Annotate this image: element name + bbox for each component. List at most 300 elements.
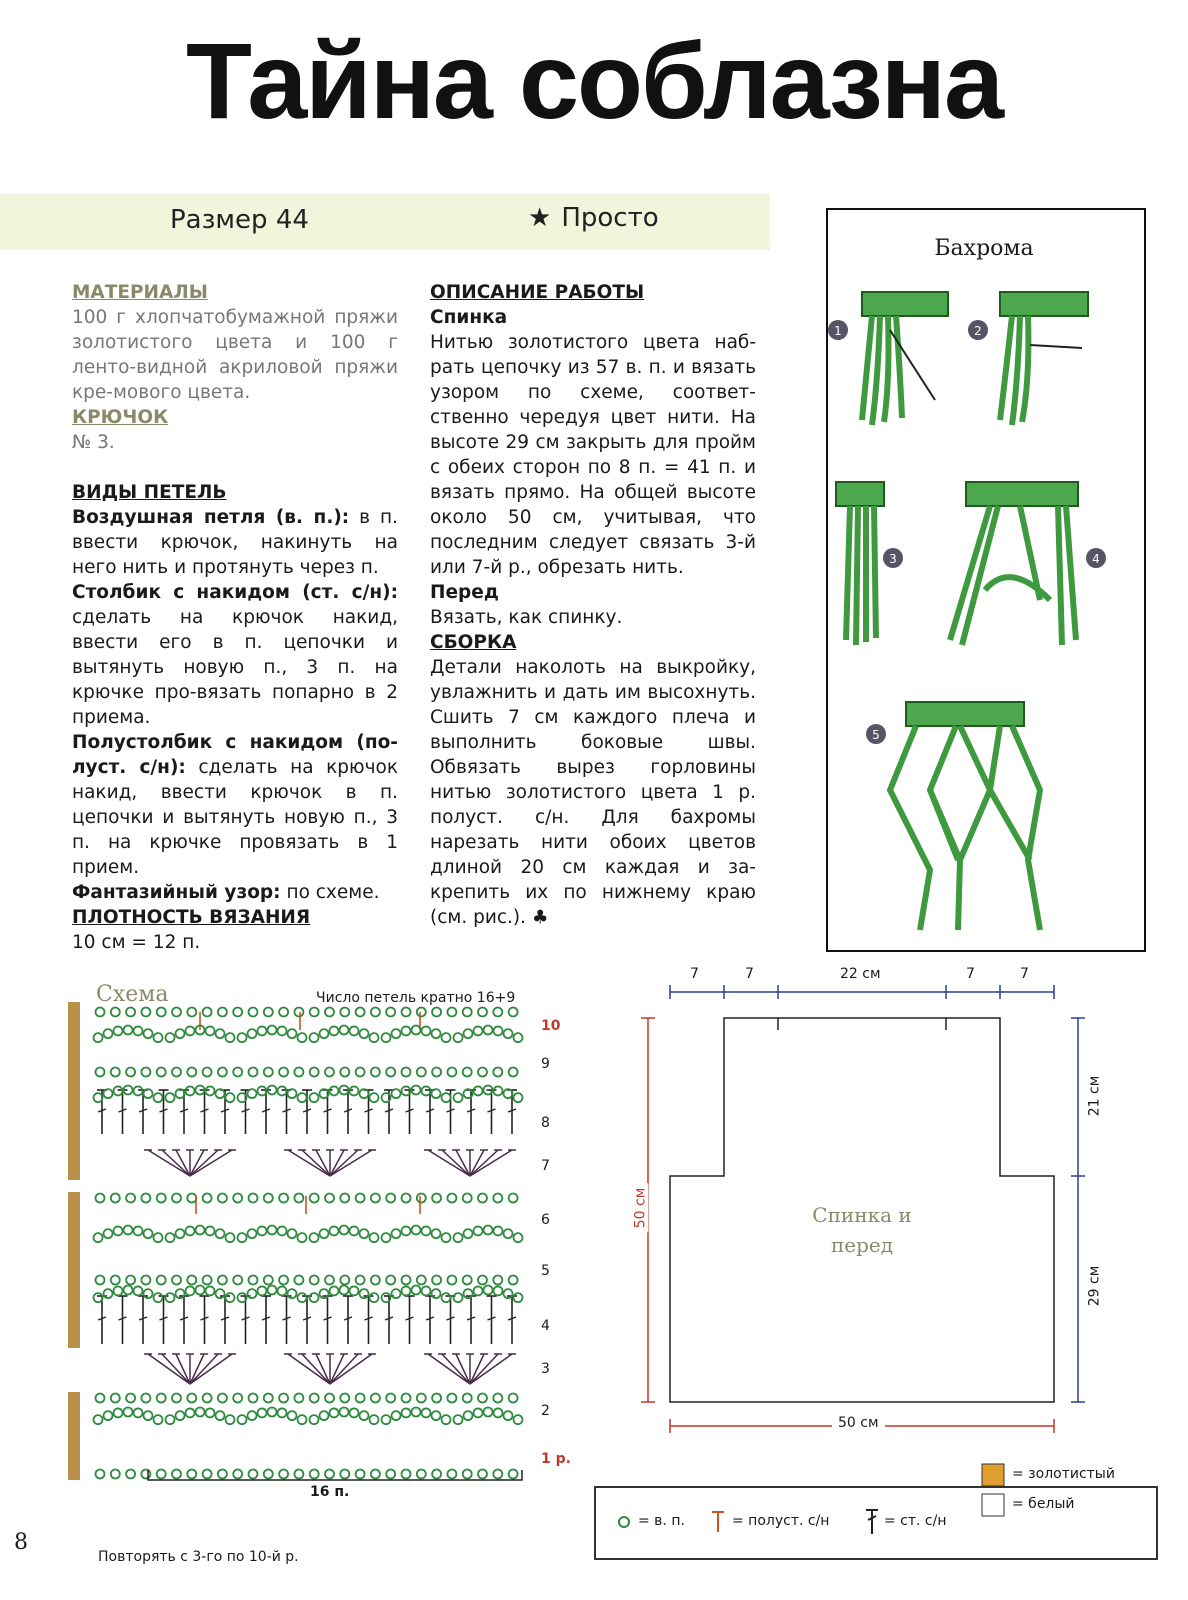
chain-stitch-symbol (176, 1229, 185, 1238)
chain-stitch-symbol (509, 1394, 518, 1403)
chain-stitch-symbol (402, 1470, 411, 1479)
chain-stitch-symbol (493, 1394, 502, 1403)
work-heading: ОПИСАНИЕ РАБОТЫ (430, 282, 645, 303)
chain-stitch-symbol (279, 1068, 288, 1077)
chain-stitch-symbol (187, 1008, 196, 1017)
chain-stitch-symbol (463, 1008, 472, 1017)
chain-stitch-symbol (186, 1026, 195, 1035)
chain-stitch-symbol (96, 1276, 105, 1285)
hook-text: № 3. (72, 432, 115, 453)
chain-stitch-symbol (233, 1068, 242, 1077)
chain-stitch-symbol (371, 1008, 380, 1017)
legend-dc: = ст. с/н (884, 1513, 947, 1529)
row-number-10: 10 (541, 1018, 561, 1034)
gold-color-bar (68, 1392, 80, 1480)
chain-stitch-symbol (186, 1286, 195, 1295)
chain-stitch-symbol (484, 1226, 493, 1235)
chain-stitch-symbol (382, 1033, 391, 1042)
chain-stitch-symbol (248, 1411, 257, 1420)
chain-stitch-symbol (206, 1026, 215, 1035)
chain-stitch-symbol (124, 1226, 133, 1235)
chain-stitch-symbol (447, 1276, 456, 1285)
chain-stitch-symbol (330, 1026, 339, 1035)
chain-stitch-symbol (432, 1089, 441, 1098)
chain-stitch-symbol (172, 1194, 181, 1203)
chain-stitch-symbol (442, 1233, 451, 1242)
chain-stitch-symbol (310, 1470, 319, 1479)
chain-stitch-symbol (196, 1286, 205, 1295)
chain-stitch-symbol (392, 1411, 401, 1420)
chain-stitch-symbol (258, 1408, 267, 1417)
stitch-chain-text: в п. ввести крючок, накинуть на него нить и протянуть через п. (72, 507, 398, 578)
chain-stitch-symbol (474, 1026, 483, 1035)
chain-stitch-symbol (356, 1008, 365, 1017)
chain-stitch-symbol (340, 1408, 349, 1417)
chain-stitch-symbol (196, 1226, 205, 1235)
chain-stitch-symbol (432, 1229, 441, 1238)
chain-stitch-symbol (447, 1470, 456, 1479)
chain-stitch-symbol (509, 1008, 518, 1017)
chain-stitch-symbol (94, 1415, 103, 1424)
chain-stitch-symbol (370, 1293, 379, 1302)
chain-stitch-symbol (432, 1470, 441, 1479)
schema-multiple-note: Число петель кратно 16+9 (316, 990, 516, 1006)
chain-stitch-symbol (330, 1408, 339, 1417)
chain-stitch-symbol (186, 1086, 195, 1095)
legend-white: = белый (1012, 1496, 1075, 1512)
chain-stitch-symbol (340, 1194, 349, 1203)
size-label: Размер 44 (170, 205, 309, 235)
chain-stitch-symbol (226, 1093, 235, 1102)
chain-stitch-symbol (126, 1068, 135, 1077)
chain-stitch-symbol (463, 1276, 472, 1285)
chain-stitch-symbol (264, 1276, 273, 1285)
chain-stitch-symbol (493, 1276, 502, 1285)
chain-stitch-symbol (360, 1029, 369, 1038)
chain-stitch-symbol (157, 1276, 166, 1285)
front-heading: Перед (430, 582, 499, 603)
chain-stitch-symbol (330, 1286, 339, 1295)
chain-stitch-symbol (417, 1394, 426, 1403)
repeat-note: Повторять с 3-го по 10-й р. (98, 1549, 299, 1565)
chain-stitch-symbol (203, 1068, 212, 1077)
chain-stitch-symbol (264, 1008, 273, 1017)
chain-stitch-symbol (330, 1226, 339, 1235)
chain-stitch-symbol (310, 1293, 319, 1302)
chain-stitch-symbol (278, 1408, 287, 1417)
chain-stitch-symbol (238, 1233, 247, 1242)
chain-stitch-symbol (154, 1233, 163, 1242)
gold-swatch-icon (982, 1464, 1004, 1486)
chain-stitch-symbol (104, 1289, 113, 1298)
chain-stitch-symbol (226, 1233, 235, 1242)
chain-stitch-symbol (218, 1068, 227, 1077)
stitch-fancy-text: по схеме. (286, 882, 380, 903)
chain-stitch-symbol (94, 1093, 103, 1102)
chain-stitch-symbol (166, 1415, 175, 1424)
chain-stitch-symbol (494, 1286, 503, 1295)
difficulty-text: Просто (561, 203, 659, 233)
chain-stitch-symbol (386, 1470, 395, 1479)
chain-stitch-symbol (264, 1068, 273, 1077)
chain-stitch-symbol (203, 1394, 212, 1403)
chain-stitch-symbol (356, 1194, 365, 1203)
chain-stitch-symbol (144, 1229, 153, 1238)
stitch-hdc-text: сделать на крючок накид, ввести крючок в п. цепочки и вытянуть новую п., 3 п. на крючке провязать в 1 прием. (72, 757, 398, 878)
chain-stitch-symbol (258, 1286, 267, 1295)
chain-stitch-symbol (494, 1086, 503, 1095)
chain-stitch-symbol (340, 1394, 349, 1403)
chain-stitch-symbol (126, 1008, 135, 1017)
chain-stitch-symbol (141, 1008, 150, 1017)
chain-stitch-symbol (325, 1194, 334, 1203)
chain-stitch-symbol (233, 1194, 242, 1203)
gauge-heading: ПЛОТНОСТЬ ВЯЗАНИЯ (72, 907, 311, 928)
chain-stitch-symbol (320, 1029, 329, 1038)
chain-stitch-symbol (356, 1068, 365, 1077)
chain-stitch-symbol (134, 1286, 143, 1295)
chain-stitch-symbol (454, 1233, 463, 1242)
chain-stitch-symbol (111, 1068, 120, 1077)
chain-stitch-symbol (422, 1226, 431, 1235)
chain-stitch-symbol (126, 1470, 135, 1479)
chain-stitch-symbol (126, 1276, 135, 1285)
chain-stitch-symbol (484, 1286, 493, 1295)
stitch-dc-text: сделать на крючок накид, ввести его в п. цепочки и вытянуть новую п., 3 п. на крючке про-вязать попарно в 2 приема. (72, 607, 398, 728)
legend-hdc: = полуст. с/н (732, 1513, 830, 1529)
chain-stitch-symbol (172, 1394, 181, 1403)
chain-stitch-symbol (172, 1470, 181, 1479)
chain-stitch-symbol (509, 1194, 518, 1203)
chain-stitch-symbol (187, 1068, 196, 1077)
chain-stitch-symbol (493, 1194, 502, 1203)
chain-stitch-symbol (279, 1276, 288, 1285)
chain-stitch-symbol (264, 1394, 273, 1403)
gold-color-bar (68, 1192, 80, 1348)
chain-stitch-symbol (402, 1286, 411, 1295)
chain-stitch-symbol (454, 1093, 463, 1102)
chain-stitch-symbol (412, 1226, 421, 1235)
chain-stitch-symbol (442, 1033, 451, 1042)
row-number-3: 3 (541, 1361, 550, 1377)
chain-stitch-symbol (422, 1086, 431, 1095)
chain-stitch-symbol (196, 1408, 205, 1417)
dim-top-5: 7 (1020, 966, 1029, 982)
chain-stitch-symbol (134, 1086, 143, 1095)
step-5-number: 5 (872, 728, 880, 742)
legend-chain: = в. п. (638, 1513, 685, 1529)
chain-stitch-symbol (226, 1293, 235, 1302)
chain-stitch-symbol (218, 1194, 227, 1203)
materials-heading: МАТЕРИАЛЫ (72, 282, 208, 303)
chain-stitch-symbol (509, 1470, 518, 1479)
chain-stitch-symbol (310, 1008, 319, 1017)
chain-stitch-symbol (493, 1470, 502, 1479)
chain-stitch-symbol (278, 1086, 287, 1095)
chain-stitch-symbol (340, 1276, 349, 1285)
chain-stitch-symbol (134, 1026, 143, 1035)
chain-stitch-symbol (288, 1229, 297, 1238)
chain-stitch-symbol (392, 1029, 401, 1038)
chain-stitch-symbol (226, 1033, 235, 1042)
chain-stitch-symbol (417, 1470, 426, 1479)
chain-stitch-symbol (249, 1008, 258, 1017)
chain-stitch-symbol (356, 1394, 365, 1403)
chain-stitch-symbol (172, 1008, 181, 1017)
stitch-hdc-term: Полустолбик с накидом (по-луст. с/н): (72, 732, 398, 778)
chain-stitch-symbol (310, 1394, 319, 1403)
chain-stitch-symbol (371, 1068, 380, 1077)
dim-width-bottom: 50 см (832, 1415, 885, 1431)
chain-stitch-symbol (144, 1029, 153, 1038)
row-number-9: 9 (541, 1056, 550, 1072)
hook-heading: КРЮЧОК (72, 407, 169, 428)
chain-stitch-symbol (278, 1226, 287, 1235)
chain-stitch-symbol (166, 1093, 175, 1102)
chain-stitch-symbol (258, 1226, 267, 1235)
chain-stitch-symbol (386, 1068, 395, 1077)
chain-stitch-symbol (371, 1276, 380, 1285)
chain-stitch-symbol (187, 1394, 196, 1403)
chain-stitch-symbol (478, 1068, 487, 1077)
chain-stitch-symbol (504, 1029, 513, 1038)
chain-stitch-symbol (226, 1415, 235, 1424)
chain-stitch-symbol (325, 1008, 334, 1017)
chain-stitch-symbol (447, 1394, 456, 1403)
chain-stitch-symbol (258, 1086, 267, 1095)
chain-stitch-symbol (402, 1276, 411, 1285)
chain-stitch-symbol (432, 1068, 441, 1077)
dim-height-lower: 29 см (1086, 1265, 1103, 1307)
chain-stitch-symbol (233, 1394, 242, 1403)
fringe-step-5 (866, 702, 1040, 930)
chain-stitch-symbol (493, 1068, 502, 1077)
chain-stitch-symbol (325, 1470, 334, 1479)
chain-stitch-symbol (402, 1068, 411, 1077)
chain-stitch-symbol (514, 1233, 523, 1242)
chain-stitch-symbol (111, 1470, 120, 1479)
chain-stitch-symbol (294, 1194, 303, 1203)
club-icon: ♣ (531, 907, 549, 928)
row-number-8: 8 (541, 1115, 550, 1131)
chain-stitch-symbol (134, 1226, 143, 1235)
chain-stitch-symbol (157, 1470, 166, 1479)
step-2-number: 2 (974, 324, 982, 338)
fringe-step-1 (828, 292, 948, 425)
chain-stitch-symbol (298, 1033, 307, 1042)
chain-stitch-symbol (402, 1194, 411, 1203)
chain-stitch-symbol (203, 1276, 212, 1285)
chain-stitch-symbol (422, 1286, 431, 1295)
step-1-number: 1 (834, 324, 842, 338)
chain-stitch-symbol (386, 1394, 395, 1403)
chain-stitch-symbol (111, 1194, 120, 1203)
chain-stitch-symbol (417, 1194, 426, 1203)
chain-stitch-symbol (478, 1194, 487, 1203)
chain-stitch-symbol (402, 1226, 411, 1235)
stitch-symbol (302, 1150, 330, 1176)
stitch-symbol (162, 1354, 190, 1384)
chain-stitch-symbol (350, 1286, 359, 1295)
dim-top-3: 22 см (840, 966, 881, 982)
chain-stitch-symbol (463, 1394, 472, 1403)
chain-stitch-symbol (218, 1394, 227, 1403)
stitch-symbol (470, 1354, 498, 1384)
chain-stitch-symbol (94, 1293, 103, 1302)
chain-stitch-symbol (422, 1026, 431, 1035)
chain-stitch-symbol (417, 1008, 426, 1017)
stitch-dc-term: Столбик с накидом (ст. с/н): (72, 582, 398, 603)
chain-stitch-symbol (350, 1226, 359, 1235)
materials-text: 100 г хлопчатобумажной пряжи золотистого цвета и 100 г ленто-видной акриловой пряжи кре-мового цвета. (72, 307, 398, 403)
chain-stitch-symbol (141, 1194, 150, 1203)
chain-stitch-symbol (203, 1470, 212, 1479)
chain-stitch-symbol (371, 1470, 380, 1479)
dim-top-1: 7 (690, 966, 699, 982)
page-title: Тайна соблазна (185, 20, 1003, 141)
chain-stitch-symbol (114, 1086, 123, 1095)
chain-stitch-symbol (417, 1068, 426, 1077)
chain-stitch-symbol (360, 1229, 369, 1238)
stitches-heading: ВИДЫ ПЕТЕЛЬ (72, 482, 227, 503)
chain-stitch-symbol (248, 1029, 257, 1038)
chain-stitch-symbol (176, 1029, 185, 1038)
chain-stitch-symbol (350, 1408, 359, 1417)
chain-stitch-symbol (509, 1068, 518, 1077)
chain-stitch-symbol (126, 1394, 135, 1403)
stitch-symbol (470, 1150, 498, 1176)
chain-stitch-symbol (447, 1068, 456, 1077)
chain-stitch-symbol (386, 1276, 395, 1285)
chain-stitch-symbol (187, 1470, 196, 1479)
chain-stitch-symbol (463, 1068, 472, 1077)
chain-stitch-symbol (238, 1033, 247, 1042)
gold-color-bar (68, 1002, 80, 1180)
step-4-number: 4 (1092, 552, 1100, 566)
chain-stitch-symbol (298, 1093, 307, 1102)
chain-stitch-symbol (279, 1394, 288, 1403)
chain-stitch-symbol (474, 1086, 483, 1095)
chain-stitch-symbol (514, 1415, 523, 1424)
chain-stitch-symbol (294, 1068, 303, 1077)
chain-stitch-symbol (104, 1029, 113, 1038)
chain-stitch-symbol (249, 1394, 258, 1403)
chain-stitch-symbol (340, 1008, 349, 1017)
chain-stitch-symbol (187, 1276, 196, 1285)
chain-stitch-symbol (288, 1089, 297, 1098)
chain-stitch-symbol (350, 1026, 359, 1035)
fringe-step-3 (836, 482, 903, 645)
chain-stitch-symbol (206, 1086, 215, 1095)
chain-stitch-symbol (141, 1470, 150, 1479)
chain-stitch-symbol (166, 1233, 175, 1242)
stitch-symbol (190, 1150, 218, 1176)
stitch-symbol (302, 1354, 330, 1384)
assembly-body: Детали наколоть на выкройку, увлажнить и дать им высохнуть. Сшить 7 см каждого плеча и выполнить боковые швы. Обвязать вырез горловины нитью золотистого цвета 1 р. полуст. с/н. Для бахромы нарезать нити обоих цветов длиной 20 см каждая и за-крепить их по нижнему краю (см. рис.). (430, 657, 756, 928)
chain-stitch-symbol (484, 1408, 493, 1417)
chain-stitch-symbol (412, 1408, 421, 1417)
chain-stitch-symbol (157, 1008, 166, 1017)
chain-stitch-symbol (310, 1415, 319, 1424)
chain-stitch-symbol (206, 1408, 215, 1417)
chain-stitch-symbol (478, 1394, 487, 1403)
chain-stitch-symbol (124, 1026, 133, 1035)
chain-stitch-symbol (216, 1029, 225, 1038)
chain-stitch-symbol (288, 1411, 297, 1420)
chain-stitch-symbol (484, 1026, 493, 1035)
chain-stitch-symbol (340, 1068, 349, 1077)
chain-stitch-symbol (494, 1226, 503, 1235)
chain-stitch-symbol (264, 1194, 273, 1203)
chain-stitch-symbol (382, 1233, 391, 1242)
chain-stitch-symbol (157, 1194, 166, 1203)
chain-stitch-symbol (325, 1068, 334, 1077)
chain-stitch-symbol (371, 1394, 380, 1403)
chain-stitch-symbol (94, 1233, 103, 1242)
chain-stitch-symbol (268, 1026, 277, 1035)
chain-stitch-symbol (298, 1415, 307, 1424)
stitch-fancy-term: Фантазийный узор: (72, 882, 281, 903)
chain-stitch-symbol (249, 1470, 258, 1479)
chain-stitch-symbol (478, 1276, 487, 1285)
chain-stitch-symbol (294, 1276, 303, 1285)
chain-stitch-symbol (104, 1229, 113, 1238)
chain-stitch-symbol (248, 1089, 257, 1098)
chain-stitch-symbol (124, 1408, 133, 1417)
schema-title: Схема (96, 982, 169, 1007)
chain-stitch-symbol (442, 1415, 451, 1424)
chain-stitch-symbol (96, 1008, 105, 1017)
chain-stitch-symbol (310, 1093, 319, 1102)
chain-stitch-symbol (370, 1233, 379, 1242)
chain-stitch-symbol (464, 1411, 473, 1420)
chain-stitch-symbol (203, 1194, 212, 1203)
chain-stitch-symbol (325, 1394, 334, 1403)
chain-stitch-symbol (494, 1408, 503, 1417)
chain-stitch-symbol (288, 1289, 297, 1298)
chain-stitch-symbol (124, 1286, 133, 1295)
chain-stitch-symbol (166, 1293, 175, 1302)
chain-stitch-symbol (186, 1408, 195, 1417)
chain-stitch-symbol (463, 1470, 472, 1479)
chain-stitch-symbol (412, 1026, 421, 1035)
chain-stitch-symbol (206, 1226, 215, 1235)
chain-stitch-symbol (279, 1194, 288, 1203)
chain-stitch-symbol (166, 1033, 175, 1042)
chain-stitch-symbol (422, 1408, 431, 1417)
stitch-symbol (330, 1150, 358, 1176)
chain-stitch-symbol (278, 1026, 287, 1035)
chain-stitch-symbol (509, 1276, 518, 1285)
chain-stitch-symbol (233, 1008, 242, 1017)
chain-stitch-symbol (474, 1226, 483, 1235)
chain-stitch-symbol (370, 1033, 379, 1042)
chain-stitch-symbol (104, 1411, 113, 1420)
chain-stitch-symbol (126, 1194, 135, 1203)
chain-stitch-symbol (371, 1194, 380, 1203)
pattern-label: Спинка и перед (812, 1203, 912, 1257)
chain-stitch-symbol (442, 1093, 451, 1102)
chain-stitch-symbol (382, 1415, 391, 1424)
stitch-symbol (442, 1150, 470, 1176)
dim-top-2: 7 (745, 966, 754, 982)
chain-stitch-symbol (203, 1008, 212, 1017)
chain-stitch-symbol (412, 1286, 421, 1295)
chain-stitch-symbol (350, 1086, 359, 1095)
chain-stitch-symbol (278, 1286, 287, 1295)
chain-stitch-symbol (154, 1415, 163, 1424)
step-3-number: 3 (889, 552, 897, 566)
